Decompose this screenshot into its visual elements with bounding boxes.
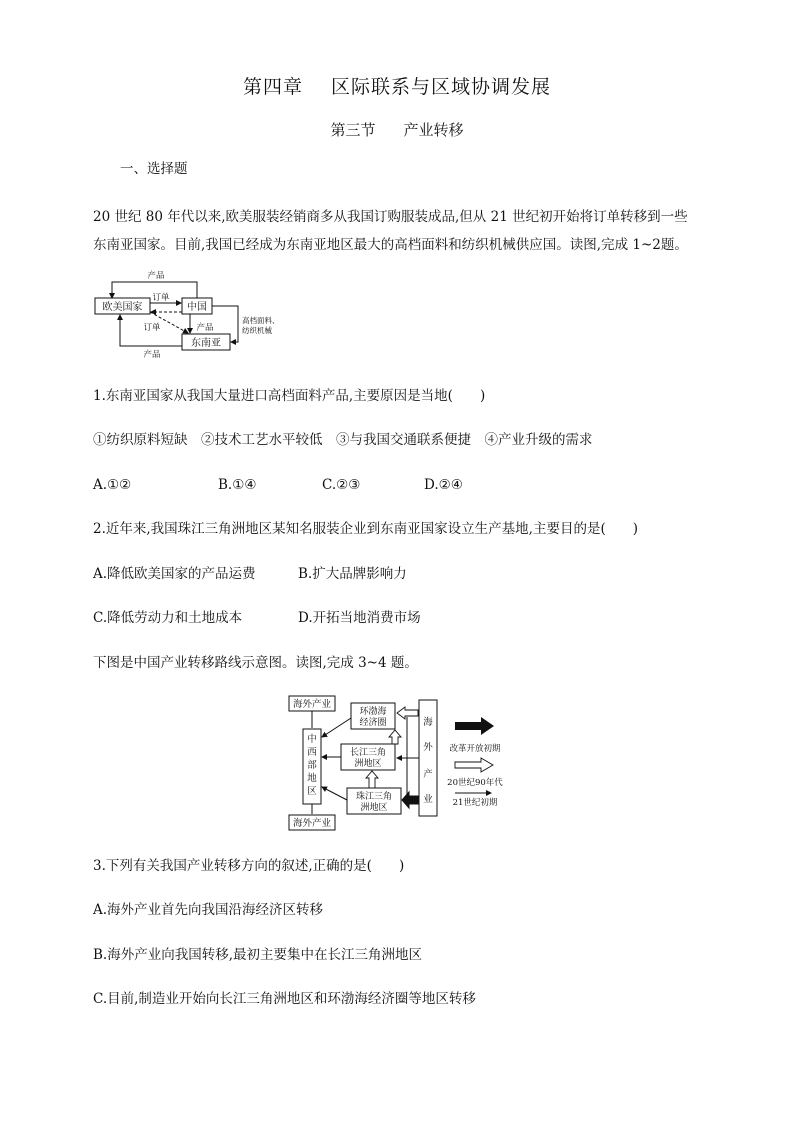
- or-1: 外: [423, 742, 433, 753]
- node-sea: 东南亚: [191, 338, 221, 349]
- q3-stem: 3.下列有关我国产业转移方向的叙述,正确的是( ): [93, 858, 405, 874]
- trade-flow-diagram: [90, 262, 300, 362]
- section-title: [0, 120, 794, 140]
- solid-arrow-left-pearl: [402, 792, 418, 808]
- q3-option-a[interactable]: A.海外产业首先向我国沿海经济区转移: [93, 902, 324, 918]
- text-overseas-top: 海外产业: [292, 699, 332, 710]
- text-overseas-bottom: 海外产业: [292, 818, 332, 829]
- label-order-mid: 订单: [143, 323, 161, 333]
- q3-option-b[interactable]: B.海外产业向我国转移,最初主要集中在长江三角洲地区: [93, 947, 423, 963]
- chapter-name: 区际联系与区域协调发展: [331, 76, 552, 98]
- q1-option-a[interactable]: A.①②: [93, 477, 132, 493]
- q1-option-d[interactable]: D.②④: [424, 477, 463, 493]
- or-0: 海: [423, 717, 433, 728]
- q2-stem: 2.近年来,我国珠江三角洲地区某知名服装企业到东南亚国家设立生产基地,主要目的是( ): [93, 521, 638, 537]
- label-product-mid: 产品: [196, 323, 214, 333]
- legend-2: 21世纪初期: [452, 798, 498, 808]
- or-2: 产: [423, 769, 433, 780]
- cw-2: 部: [307, 760, 317, 771]
- q3-option-c[interactable]: C.目前,制造业开始向长江三角洲地区和环渤海经济圈等地区转移: [93, 991, 476, 1007]
- node-china: 中国: [187, 302, 207, 313]
- q1-option-c[interactable]: C.②③: [322, 477, 361, 493]
- chapter-number: 第四章: [242, 76, 303, 98]
- intro2: 下图是中国产业转移路线示意图。读图,完成 3~4 题。: [93, 655, 418, 671]
- pearl-1: 洲地区: [360, 803, 388, 813]
- hollow-arrow-up-1: [366, 771, 378, 788]
- cw-4: 区: [307, 786, 317, 797]
- q2-option-b[interactable]: B.扩大品牌影响力: [298, 566, 407, 582]
- arrow-pearl-cw: [322, 787, 347, 800]
- section-name: 产业转移: [403, 121, 464, 139]
- pearl-0: 珠江三角: [355, 792, 393, 802]
- label-product-top: 产品: [147, 271, 165, 281]
- q1-items: ①纺织原料短缺 ②技术工艺水平较低 ③与我国交通联系便捷 ④产业升级的需求: [93, 432, 593, 448]
- legend-1: 20世纪90年代: [447, 778, 503, 788]
- cw-1: 西: [307, 747, 317, 758]
- cw-3: 地: [307, 773, 317, 784]
- part-heading: 一、选择题: [120, 161, 188, 177]
- yangtze-0: 长江三角: [349, 748, 387, 758]
- q2-option-a[interactable]: A.降低欧美国家的产品运费: [93, 566, 256, 582]
- industry-transfer-diagram: [285, 692, 525, 834]
- intro1-line2: 东南亚国家。目前,我国已经成为东南亚地区最大的高档面料和纺织机械供应国。读图,完成 1~2题。: [93, 237, 688, 253]
- bohai-0: 环渤海: [359, 707, 387, 717]
- bohai-1: 经济圈: [359, 718, 387, 728]
- hollow-arrow-up-2: [389, 730, 401, 744]
- legend-solid-arrow: [455, 717, 494, 735]
- q2-option-d[interactable]: D.开拓当地消费市场: [298, 610, 421, 626]
- or-3: 业: [423, 794, 433, 805]
- q1-stem: 1.东南亚国家从我国大量进口高档面料产品,主要原因是当地( ): [93, 388, 486, 404]
- node-west: 欧美国家: [102, 302, 143, 313]
- cw-0: 中: [307, 734, 317, 745]
- intro1-line1: 20 世纪 80 年代以来,欧美服装经销商多从我国订购服装成品,但从 21 世纪初开始将订单转移到一些: [93, 209, 688, 225]
- q2-option-c[interactable]: C.降低劳动力和土地成本: [93, 610, 243, 626]
- legend-0: 改革开放初期: [449, 744, 501, 754]
- label-fabric-1: 高档面料、: [242, 316, 280, 325]
- label-product-bottom: 产品: [143, 350, 161, 360]
- chapter-title: [0, 75, 794, 99]
- label-fabric-2: 纺织机械: [242, 326, 272, 335]
- q1-option-b[interactable]: B.①④: [218, 477, 257, 493]
- section-number: 第三节: [330, 121, 376, 139]
- arrow-bohai-cw: [322, 718, 351, 737]
- label-order-top: 订单: [152, 293, 170, 303]
- yangtze-1: 洲地区: [354, 759, 382, 769]
- legend-hollow-arrow: [455, 758, 493, 772]
